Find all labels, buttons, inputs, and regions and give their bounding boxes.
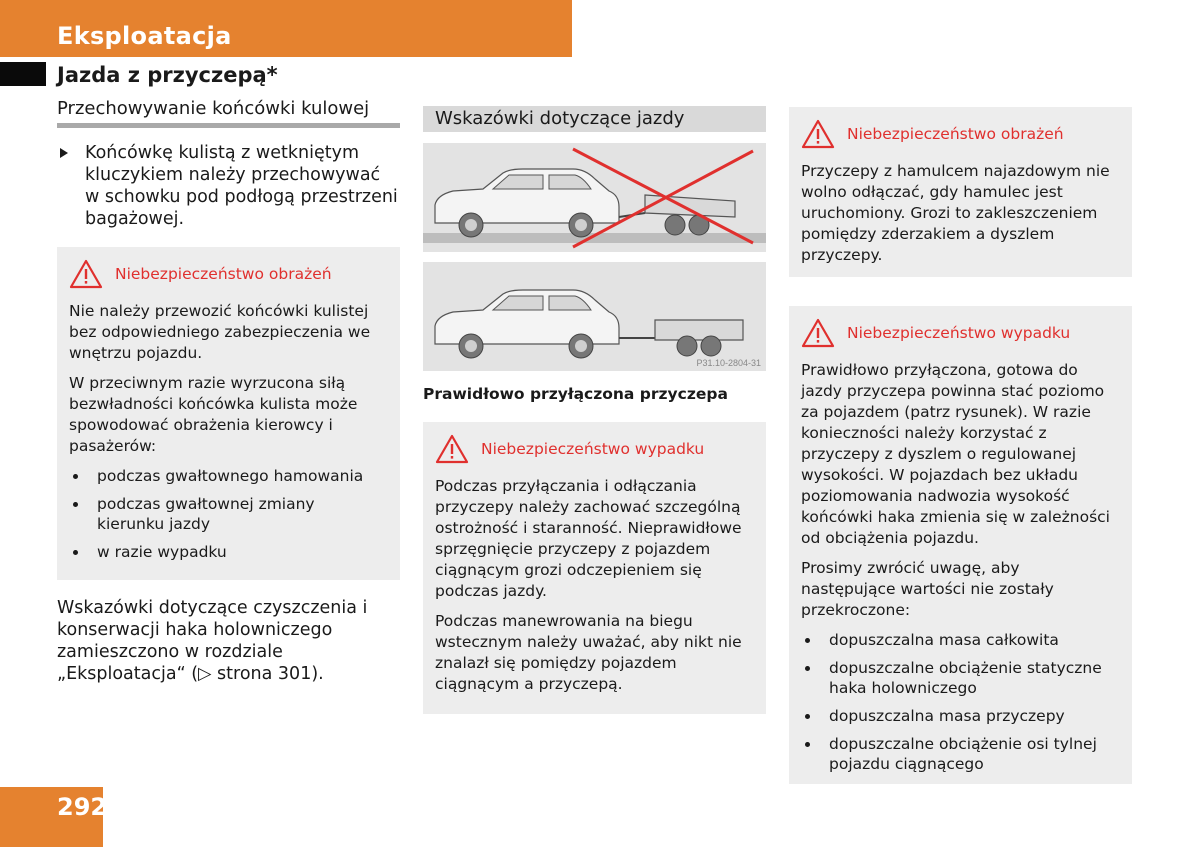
section-marker <box>0 62 46 86</box>
warning-paragraph: Przyczepy z hamulcem najazdowym nie wolno odłączać, gdy hamulec jest uruchomiony. Grozi to zakleszczeniem pomiędzy zderzakiem a dyszlem przyczepy. <box>801 162 1110 264</box>
warning-paragraph: W przeciwnym razie wyrzucona siłą bezwładności końcówka kulista może spowodować obrażenia kierowcy i pasażerów: <box>69 374 358 455</box>
chapter-title: Eksploatacja <box>57 22 232 50</box>
instruction-text: Końcówkę kulistą z wetkniętym kluczykiem należy przechowywać w schowku pod podłogą przestrzeni bagażowej. <box>85 143 398 229</box>
page-number: 292 <box>57 793 108 821</box>
figure-code: P31.10-2804-31 <box>696 358 761 368</box>
section-title: Jazda z przyczepą* <box>57 63 278 87</box>
column-2 <box>423 106 766 714</box>
list-item: dopuszczalne obciążenie osi tylnej pojazdu ciągnącego <box>801 734 1118 774</box>
warning-header <box>69 259 386 289</box>
list-item: w razie wypadku <box>69 542 386 562</box>
warning-title: Niebezpieczeństwo obrażeń <box>115 265 332 283</box>
warning-triangle-icon <box>801 318 835 348</box>
incorrect-coupling-illustration <box>423 143 766 252</box>
warning-title: Niebezpieczeństwo wypadku <box>481 440 705 458</box>
list-item: dopuszczalna masa całkowita <box>801 630 1118 650</box>
warning-header <box>801 318 1118 348</box>
warning-paragraph: Podczas przyłączania i odłączania przyczepy należy zachować szczególną ostrożność i staranność. Nieprawidłowe sprzęgnięcie przyczepy z pojazdem ciągnącym grozi odczepieniem się podczas jazdy. <box>435 477 742 600</box>
car-trailer-image <box>423 262 766 371</box>
warning-bullet-list <box>801 630 1118 774</box>
warning-header <box>435 434 752 464</box>
car-trailer-crossed-image <box>423 143 766 252</box>
correct-coupling-illustration <box>423 262 766 371</box>
arrow-right-icon <box>60 148 68 158</box>
warning-triangle-icon <box>69 259 103 289</box>
warning-paragraph: Prosimy zwrócić uwagę, aby następujące wartości nie zostały przekroczone: <box>801 559 1054 619</box>
list-item: dopuszczalne obciążenie statyczne haka holowniczego <box>801 658 1118 698</box>
warning-box-injury <box>57 247 400 580</box>
column-3 <box>789 107 1132 784</box>
subheading-ball-storage: Przechowywanie końcówki kulowej <box>57 98 400 128</box>
warning-triangle-icon <box>435 434 469 464</box>
warning-box-injury-brake <box>789 107 1132 277</box>
list-item: dopuszczalna masa przyczepy <box>801 706 1118 726</box>
list-item: podczas gwałtownej zmiany kierunku jazdy <box>69 494 386 534</box>
instruction-item <box>57 142 400 230</box>
warning-box-accident <box>423 422 766 714</box>
warning-paragraph: Podczas manewrowania na biegu wstecznym należy uważać, aby nikt nie znalazł się pomiędzy pojazdem ciągnącym a przyczepą. <box>435 612 742 693</box>
warning-bullet-list <box>69 466 386 562</box>
warning-triangle-icon <box>801 119 835 149</box>
warning-header <box>801 119 1118 149</box>
warning-paragraph: Prawidłowo przyłączona, gotowa do jazdy przyczepa powinna stać poziomo za pojazdem (patrz rysunek). W razie konieczności należy korzystać z przyczepy z dyszlem o regulowanej wysokości. W pojazdach bez układu poziomowania nadwozia wysokość końcówki haka zmienia się w zależności od obciążenia pojazdu. <box>801 361 1110 547</box>
warning-paragraph: Nie należy przewozić końcówki kulistej bez odpowiedniego zabezpieczenia we wnętrzu pojazdu. <box>69 302 371 362</box>
page-number-tab <box>0 787 108 847</box>
driving-tips-heading: Wskazówki dotyczące jazdy <box>423 106 766 132</box>
list-item: podczas gwałtownego hamowania <box>69 466 386 486</box>
column-1 <box>57 98 400 685</box>
chapter-header <box>0 0 572 57</box>
warning-box-accident-level <box>789 306 1132 784</box>
cleaning-note: Wskazówki dotyczące czyszczenia i konserwacji haka holowniczego zamieszczono w rozdziale „Eksploatacja“ (▷ strona 301). <box>57 598 368 684</box>
warning-title: Niebezpieczeństwo wypadku <box>847 324 1071 342</box>
figure-caption: Prawidłowo przyłączona przyczepa <box>423 385 728 403</box>
warning-title: Niebezpieczeństwo obrażeń <box>847 125 1064 143</box>
